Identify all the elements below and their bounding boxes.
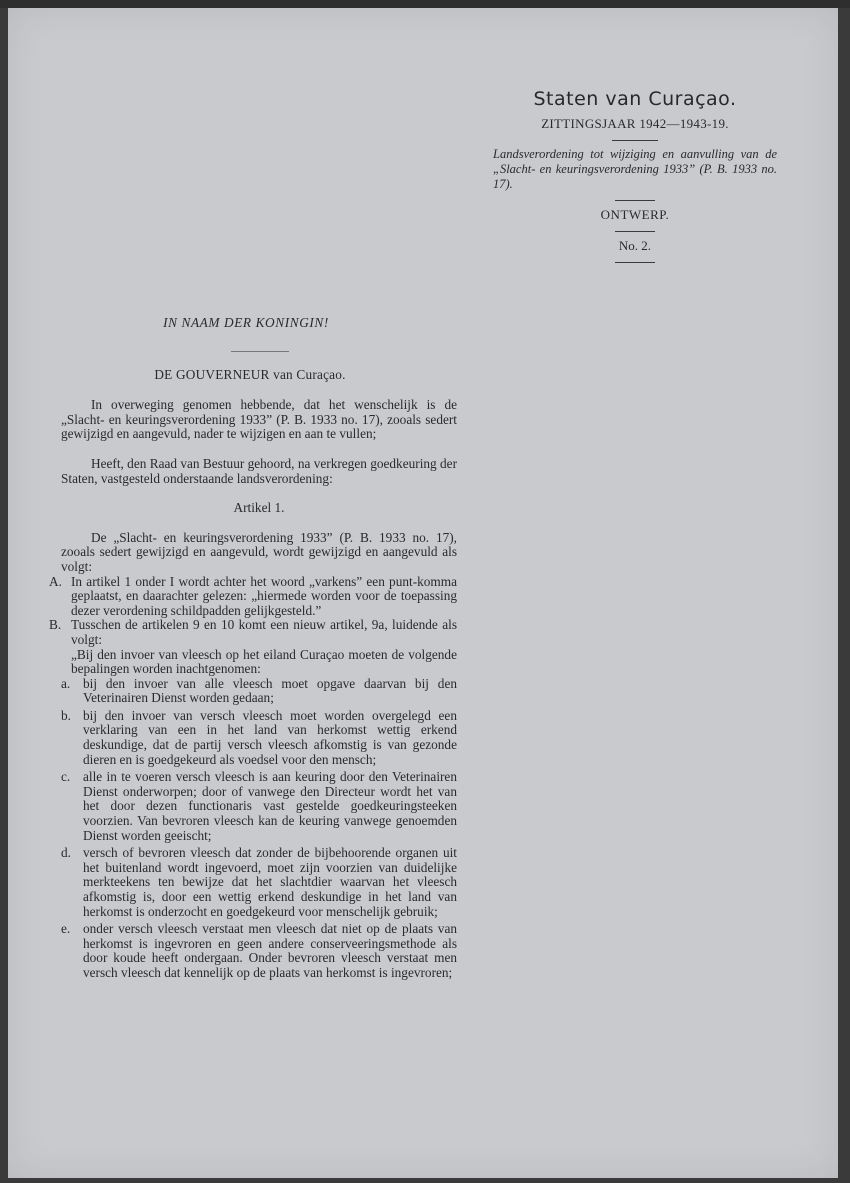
list-item — [49, 575, 457, 619]
list-item-text: Tusschen de artikelen 9 en 10 komt een nieuw artikel, 9a, luidende als volgt: — [71, 617, 457, 647]
sub-item-text: alle in te voeren versch vleesch is aan keuring door den Veterinairen Dienst onderworpen; door of vanwege den Directeur wordt het van het door dezen functionaris vast gestelde goedkeuringsteeken voorzien. Van bevroren vleesch kan de keuring vanwege genoemden Dienst worden geeischt; — [83, 769, 457, 843]
royal-invocation: IN NAAM DER KONINGIN! — [163, 315, 329, 330]
divider — [615, 262, 655, 263]
sub-item-label: a. — [61, 675, 71, 691]
document-title: Staten van Curaçao. — [533, 88, 737, 110]
quoted-article: „Bij den invoer van vleesch op het eiland Curaçao moeten de volgende bepalingen worden inachtgenomen: — [71, 646, 457, 677]
consideration-paragraph: In overweging genomen hebbende, dat het wenschelijk is de „Slacht- en keuringsverordening 1933” (P. B. 1933 no. 17), zooals sedert gewijzigd en aangevuld, nader te wijzigen en aan te vullen; — [61, 397, 457, 442]
sub-list-item — [61, 677, 457, 706]
sub-item-text: onder versch vleesch verstaat men vleesch dat niet op de plaats van herkomst is ingevroren en geen andere conserveeringsmethode als door koude heeft ondergaan. Onder bevroren vleesch verstaat men versch vleesch dat kennelijk op de plaats van herkomst is ingevroren; — [83, 921, 457, 980]
list-item — [49, 618, 457, 647]
document-header — [485, 88, 785, 263]
divider — [612, 140, 658, 141]
sub-item-text: bij den invoer van alle vleesch moet opgave daarvan bij den Veterinairen Dienst worden gedaan; — [83, 675, 457, 706]
sub-item-label: c. — [61, 769, 71, 785]
session-year: ZITTINGSJAAR 1942—1943-19. — [541, 116, 729, 131]
list-item-label: A. — [49, 573, 62, 589]
sub-item-text: versch of bevroren vleesch dat zonder de bijbehoorende organen uit het buitenland wordt ingevoerd, moet zijn voorzien van duidelijke merkteekens ten bewijze dat het slachtdier waarvan het vleesch afkomstig is, door een wettig erkend deskundige in het land van herkomst is onderzocht en goedgekeurd voor menschelijk gebruik; — [83, 845, 457, 919]
sub-list-item — [61, 846, 457, 919]
document-body — [49, 315, 457, 981]
draft-label: ONTWERP. — [600, 207, 670, 222]
sub-list-item — [61, 922, 457, 980]
bill-description: Landsverordening tot wijziging en aanvulling van de „Slacht- en keuringsverordening 1933” (P. B. 1933 no. 17). — [493, 147, 777, 191]
document-number: No. 2. — [618, 238, 652, 253]
sub-item-text: bij den invoer van versch vleesch moet worden overgelegd een verklaring van een in het land van herkomst wettig erkend deskundige, dat de partij versch vleesch afkomstig is van gezonde dieren en is goedgekeurd als voedsel voor den mensch; — [83, 707, 457, 767]
scan-top-edge — [0, 0, 850, 8]
sub-list-item — [61, 770, 457, 843]
sub-item-label: e. — [61, 921, 71, 937]
divider — [615, 200, 655, 201]
governor-line: DE GOUVERNEUR van Curaçao. — [154, 366, 346, 382]
enactment-paragraph: Heeft, den Raad van Bestuur gehoord, na verkregen goedkeuring der Staten, vastgesteld onderstaande landsverordening: — [61, 455, 457, 486]
sub-item-label: d. — [61, 845, 71, 861]
divider — [615, 231, 655, 232]
article-heading: Artikel 1. — [233, 500, 285, 516]
sub-item-label: b. — [61, 707, 71, 723]
list-item-label: B. — [49, 617, 62, 633]
list-item-text: In artikel 1 onder I wordt achter het woord „varkens” een punt-komma geplaatst, en daarachter gelezen: „hiermede worden voor de toepassing dezer verordening schildpadden gelijkgesteld.” — [71, 573, 457, 618]
sub-list-item — [61, 709, 457, 767]
article-intro: De „Slacht- en keuringsverordening 1933” (P. B. 1933 no. 17), zooals sedert gewijzigd en aangevuld, wordt gewijzigd en aangevuld als volgt: — [61, 529, 457, 574]
divider — [231, 351, 289, 352]
